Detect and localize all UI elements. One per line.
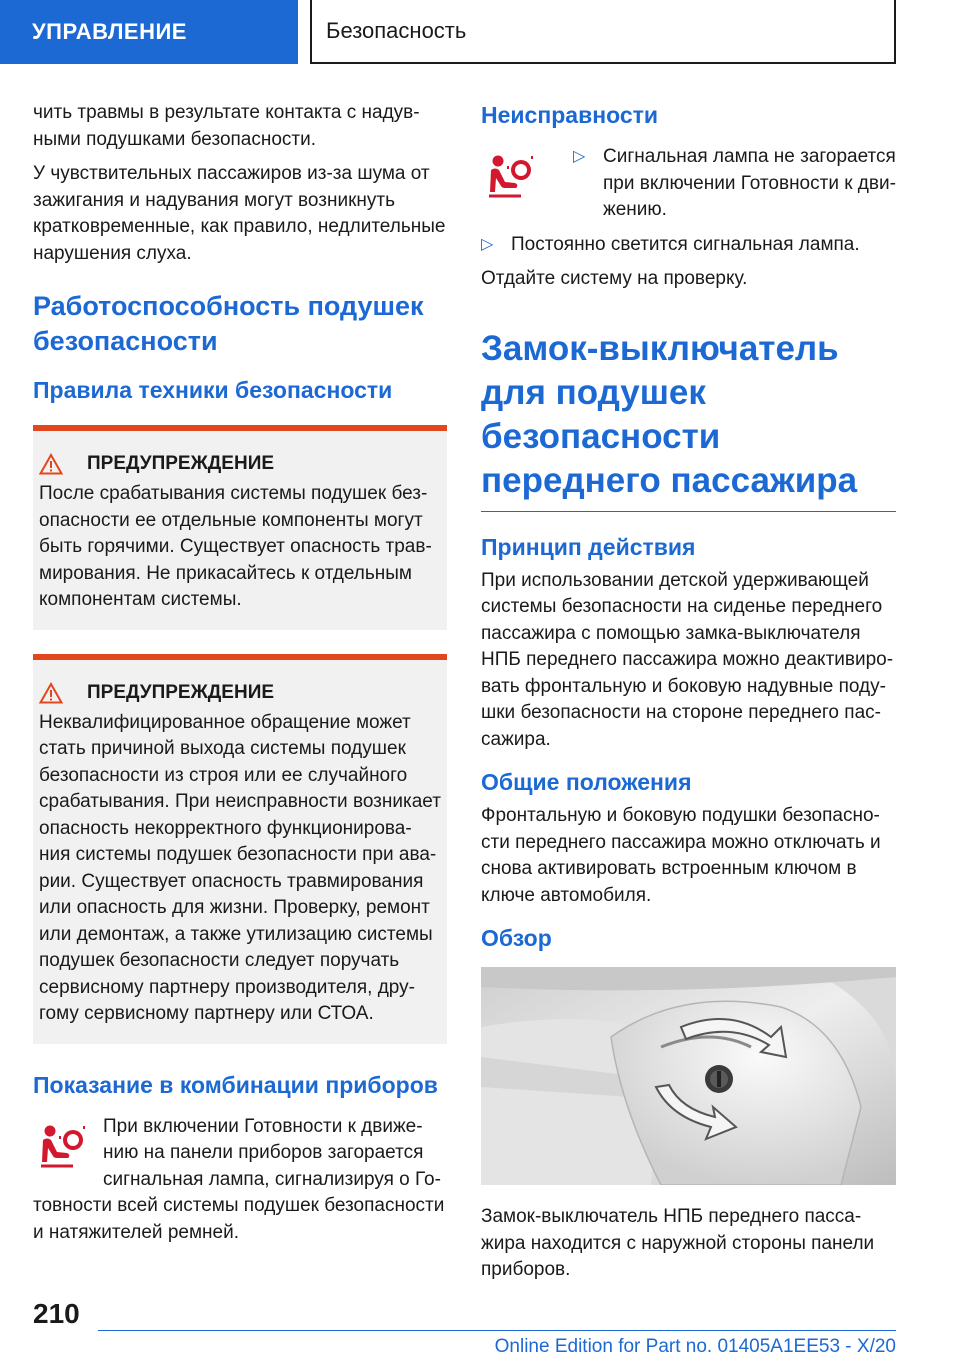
warning-header — [39, 682, 441, 704]
subsection-heading: Показание в комбинации приборов — [33, 1071, 438, 1098]
list-item-text: Сигнальная лампа не загорается при включении Готовности к дви-жению. — [603, 146, 896, 220]
paragraph: Фронтальную и боковую подушки безопасно-сти переднего пассажира можно отключать и снова активировать встроенным ключом в ключе автомобиля. — [481, 805, 881, 906]
subsection-heading: Правила техники безопасности — [33, 377, 393, 403]
warning-triangle-icon — [39, 453, 63, 475]
airbag-warning-icon — [481, 148, 541, 232]
paragraph: У чувствительных пассажиров из-за шума от зажигания и надувания могут возникнуть кратковременные, как правило, недлительные нарушения слуха. — [33, 163, 446, 264]
heading-rule — [481, 511, 896, 512]
list-item — [573, 144, 896, 224]
right-column — [481, 100, 896, 1292]
airbag-switch-photo — [481, 967, 896, 1185]
warning-text: После срабатывания системы подушек без-опасности ее отдельные компоненты могут быть горячими. Существует опасность трав-мирования. Не прикасайтесь к отдельным компонентам системы. — [39, 483, 432, 610]
section-heading: Работоспособность подушек безопасности — [33, 291, 424, 356]
chapter-heading: Замок-выключатель для подушек безопасности переднего пассажира — [481, 328, 858, 500]
triangle-bullet-icon: ▷ — [573, 148, 586, 165]
warning-label: ПРЕДУПРЕЖДЕНИЕ — [87, 681, 275, 703]
warning-triangle-icon — [39, 682, 63, 704]
subsection-heading: Принцип действия — [481, 533, 696, 560]
figure-caption: Замок-выключатель НПБ переднего пасса-жира находится с наружной стороны панели приборов. — [481, 1206, 875, 1280]
left-column — [33, 100, 447, 1254]
subsection-heading: Неисправности — [481, 102, 659, 128]
section-tab: УПРАВЛЕНИЕ — [0, 0, 298, 64]
list-item-text: Постоянно светится сигнальная лампа. — [511, 233, 860, 255]
footer-edition: Online Edition for Part no. 01405A1EE53 - X/20 — [494, 1336, 896, 1357]
list-item — [481, 232, 896, 259]
faults-block — [481, 144, 896, 232]
subsection-heading: Обзор — [481, 925, 552, 951]
warning-box — [33, 654, 447, 1044]
warning-label: ПРЕДУПРЕЖДЕНИЕ — [87, 453, 275, 474]
display-block — [33, 1114, 447, 1255]
paragraph: При включении Готовности к движе-нию на панели приборов загорается сигнальная лампа, сигнализируя о Го-товности всей системы подушек безопасности и натяжителей ремней. — [33, 1115, 445, 1243]
paragraph: При использовании детской удерживающей системы безопасности на сиденье переднего пассажира с помощью замка-выключателя НПБ переднего пассажира можно деактивиро-вать фронтальную и боковую надувные поду-шки безопасности на стороне переднего пас-сажира. — [481, 569, 894, 750]
footer-rule — [98, 1330, 896, 1331]
airbag-warning-icon — [33, 1118, 91, 1176]
paragraph: чить травмы в результате контакта с надув-ными подушками безопасности. — [33, 102, 420, 150]
paragraph: Отдайте систему на проверку. — [481, 268, 748, 289]
page-header-title: Безопасность — [310, 0, 896, 64]
warning-header — [39, 453, 441, 475]
page-number: 210 — [33, 1298, 80, 1329]
subsection-heading: Общие положения — [481, 769, 692, 795]
triangle-bullet-icon: ▷ — [481, 235, 494, 253]
warning-text: Неквалифицированное обращение может стать причиной выхода системы подушек безопасности из строя или ее случайного срабатывания. При неисправности возникает опасность некорректного функционирова-ния системы подушек безопасности при ава-рии. Существует опасность травмирования или опасность для жизни. Проверку, ремонт или демонтаж, а также утилизацию системы подушек безопасности следует поручать сервисному партнеру производителя, дру-гому сервисному партнеру или СТОА. — [39, 711, 441, 1024]
warning-box — [33, 425, 447, 630]
